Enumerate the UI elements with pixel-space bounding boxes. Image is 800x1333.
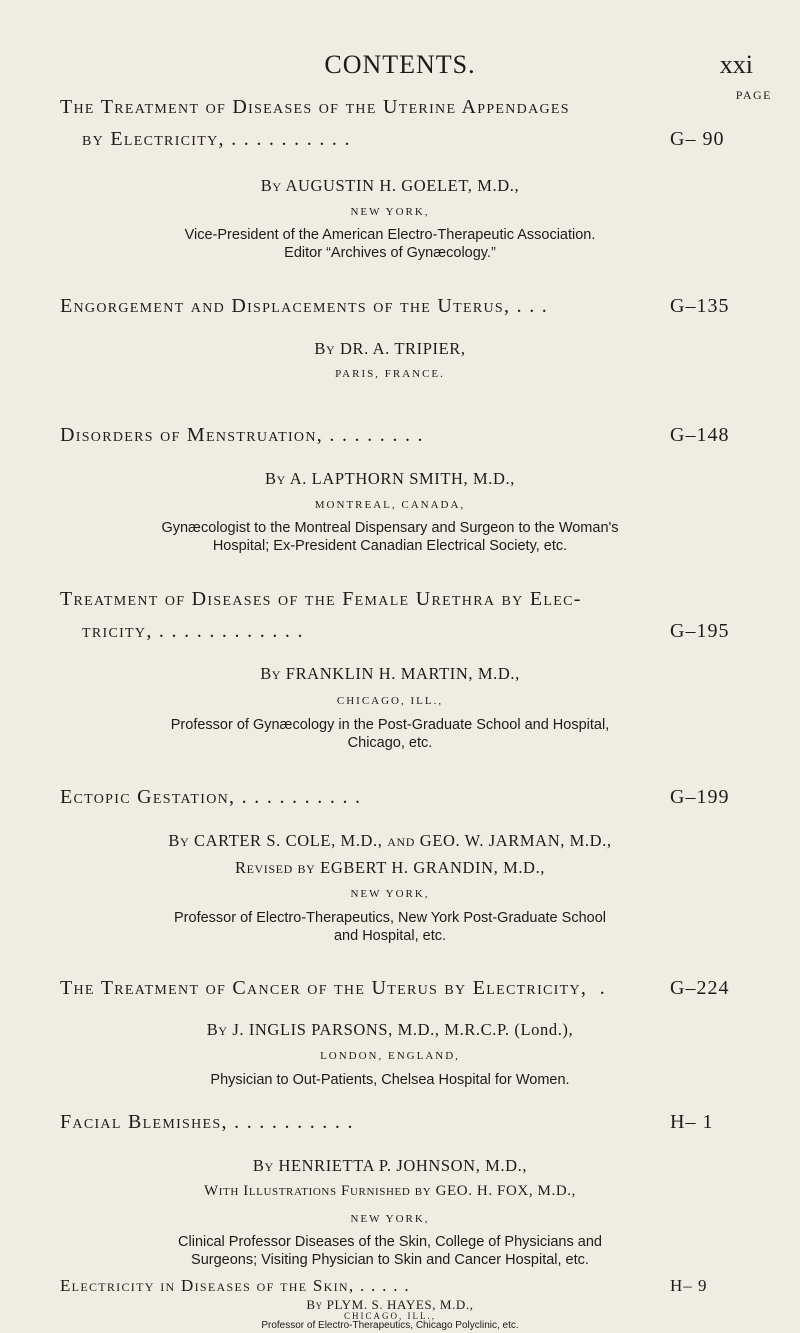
- dot-leader: . . . . . . . . . .: [227, 1111, 354, 1133]
- entry-page-number: G–199: [670, 786, 730, 808]
- entry-title: The Treatment of Diseases of the Uterine Appendages: [60, 96, 570, 118]
- entry-page-number: H– 1: [670, 1111, 714, 1133]
- entry-author: By CARTER S. COLE, M.D., and GEO. W. JARMAN, M.D.,: [168, 831, 612, 850]
- entry-place: CHICAGO, ILL.,: [336, 695, 444, 707]
- entry-description: Gynæcologist to the Montreal Dispensary and Surgeon to the Woman's: [161, 520, 619, 536]
- entry-reviser: Revised by EGBERT H. GRANDIN, M.D.,: [234, 858, 546, 877]
- entry-illustrator: With Illustrations Furnished by GEO. H. FOX, M.D.,: [204, 1183, 576, 1199]
- entry-description: Professor of Electro-Therapeutics, New York Post-Graduate School: [174, 910, 606, 926]
- dot-leader: .: [587, 977, 607, 999]
- entry-title: Facial Blemishes, . . . . . . . . . .: [60, 1111, 354, 1133]
- entry-description: Clinical Professor Diseases of the Skin, College of Physicians and: [178, 1234, 602, 1250]
- entry-author: By A. LAPTHORN SMITH, M.D.,: [265, 469, 515, 488]
- entry-title: Disorders of Menstruation, . . . . . . . .: [60, 424, 424, 446]
- entry-place: PARIS, FRANCE.: [335, 368, 445, 380]
- entry-author: By PLYM. S. HAYES, M.D.,: [306, 1297, 474, 1312]
- entry-place: LONDON, ENGLAND,: [320, 1050, 460, 1062]
- dot-leader: . . . . .: [354, 1276, 410, 1295]
- entry-description: Professor of Gynæcology in the Post-Graduate School and Hospital,: [170, 717, 610, 733]
- entry-place: NEW YORK,: [350, 1213, 430, 1225]
- entry-page-number: G– 90: [670, 128, 725, 150]
- entry-title-continued: by Electricity, . . . . . . . . . .: [82, 128, 351, 150]
- page-number-roman: xxi: [719, 50, 753, 79]
- entry-description: and Hospital, etc.: [333, 928, 447, 944]
- entry-description: Chicago, etc.: [347, 735, 433, 751]
- entry-title: Electricity in Diseases of the Skin, . . . . .: [60, 1276, 410, 1295]
- entry-place: NEW YORK,: [350, 888, 430, 900]
- entry-title-continued: tricity, . . . . . . . . . . . .: [82, 620, 304, 642]
- entry-author: By HENRIETTA P. JOHNSON, M.D.,: [252, 1156, 528, 1175]
- entry-title: Treatment of Diseases of the Female Urethra by Elec-: [60, 588, 582, 610]
- entry-place: CHICAGO, ILL.,: [344, 1311, 436, 1321]
- entry-place: MONTREAL, CANADA,: [314, 499, 466, 511]
- entry-title: Engorgement and Displacements of the Uterus, . . .: [60, 295, 549, 317]
- entry-author: By FRANKLIN H. MARTIN, M.D.,: [260, 664, 520, 683]
- entry-title: The Treatment of Cancer of the Uterus by Electricity, .: [60, 977, 607, 999]
- dot-leader: . . . . . . . .: [323, 424, 424, 446]
- entry-author: By AUGUSTIN H. GOELET, M.D.,: [260, 176, 520, 195]
- entry-place: NEW YORK,: [350, 206, 430, 218]
- entry-description: Vice-President of the American Electro-Therapeutic Association.: [184, 227, 596, 243]
- entry-description: Editor “Archives of Gynæcology.”: [284, 245, 496, 261]
- dot-leader: . . . . . . . . . . . .: [152, 620, 304, 642]
- entry-description: Professor of Electro-Therapeutics, Chicago Polyclinic, etc.: [261, 1320, 519, 1331]
- running-header-title: CONTENTS.: [324, 50, 476, 79]
- entry-title: Ectopic Gestation, . . . . . . . . . .: [60, 786, 362, 808]
- entry-page-number: H– 9: [670, 1276, 708, 1295]
- dot-leader: . . .: [510, 295, 549, 317]
- entry-description: Physician to Out-Patients, Chelsea Hospital for Women.: [210, 1072, 570, 1088]
- entry-page-number: G–148: [670, 424, 730, 446]
- entry-author: By J. INGLIS PARSONS, M.D., M.R.C.P. (Lond.),: [206, 1020, 574, 1039]
- dot-leader: . . . . . . . . . .: [224, 128, 351, 150]
- entry-page-number: G–135: [670, 295, 730, 317]
- entry-page-number: G–195: [670, 620, 730, 642]
- entry-description: Hospital; Ex-President Canadian Electrical Society, etc.: [212, 538, 568, 554]
- page-column-label: PAGE: [735, 88, 772, 102]
- dot-leader: . . . . . . . . . .: [235, 786, 362, 808]
- entry-page-number: G–224: [670, 977, 730, 999]
- entry-description: Surgeons; Visiting Physician to Skin and Cancer Hospital, etc.: [191, 1252, 589, 1268]
- entry-author: By DR. A. TRIPIER,: [314, 339, 466, 358]
